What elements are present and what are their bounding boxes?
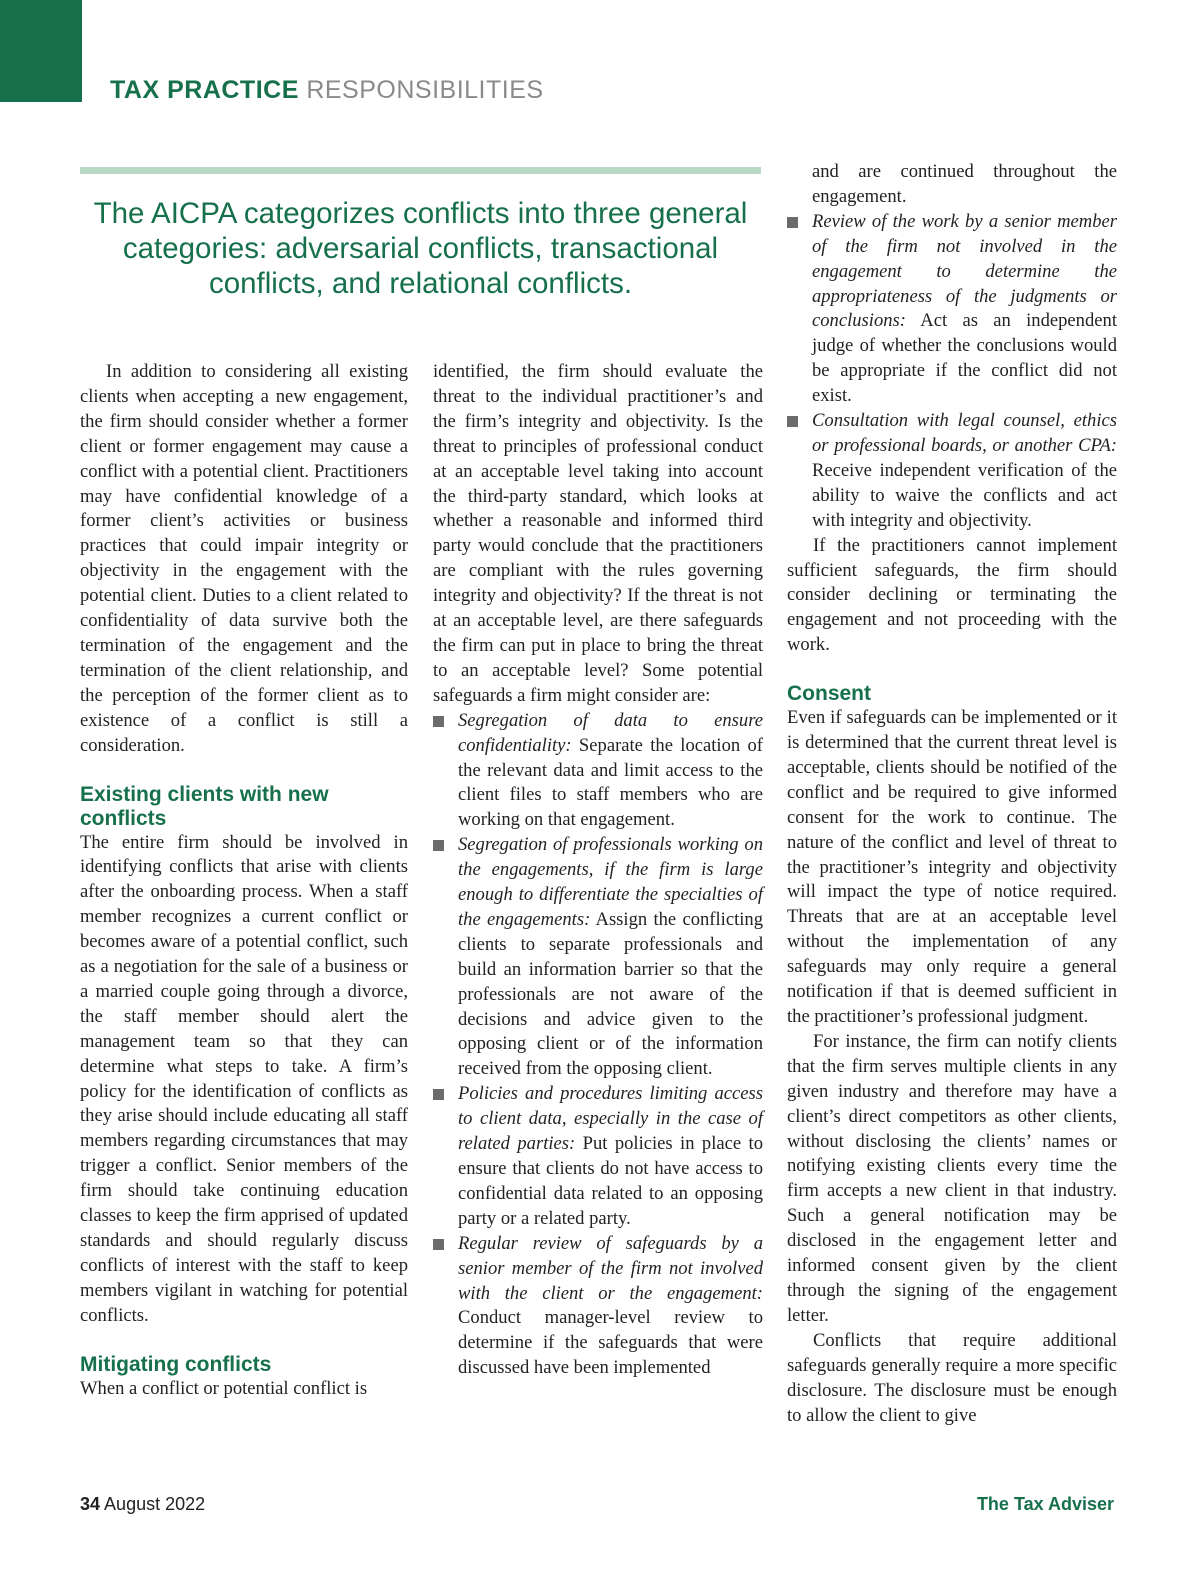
list-item: [787, 210, 1117, 409]
pull-quote-rule: [80, 167, 761, 174]
bullet-text: Put policies in place to ensure that clients do not have access to confidential data related to an opposing party or a related party.: [458, 1133, 763, 1229]
page-footer-left: [80, 1494, 205, 1515]
corner-color-block: [0, 0, 82, 102]
bullet-lead: Review of the work by a senior member of the firm not involved in the engagement to determine the appropriateness of the judgments or conclusions:: [812, 210, 1117, 332]
bullet-square-icon: [433, 1089, 444, 1100]
list-item-continuation: and are continued throughout the engagement.: [812, 161, 1117, 207]
bullet-lead: Regular review of safeguards by a senior member of the firm not involved with the client or the engagement:: [458, 1232, 763, 1304]
list-item: [433, 709, 763, 834]
bullet-text: Conduct manager-level review to determine if the safeguards that were discussed have been implemented: [458, 1307, 763, 1379]
safeguards-list: [433, 709, 763, 1381]
issue-date: August 2022: [104, 1494, 206, 1514]
consent-paragraph-3: Conflicts that require additional safeguards generally require a more specific disclosure. The disclosure must be enough to allow the client to give: [787, 1329, 1117, 1426]
list-item: [433, 1232, 763, 1381]
pull-quote: The AICPA categorizes conflicts into three general categories: adversarial conflicts, transactional conflicts, and relational conflicts.: [93, 197, 748, 300]
page-number: 34: [80, 1494, 101, 1514]
column-1: [80, 360, 408, 1402]
bullet-lead: Segregation of data to ensure confidentiality:: [458, 709, 763, 756]
after-safeguards-paragraph: If the practitioners cannot implement sufficient safeguards, the firm should consider declining or terminating the engagement and not proceeding with the work.: [787, 534, 1117, 656]
bullet-text: Act as an independent judge of whether the conclusions would be appropriate if the conflict did not exist.: [812, 310, 1117, 407]
column-2: [433, 360, 763, 1381]
bullet-square-icon: [787, 416, 798, 427]
bullet-square-icon: [433, 716, 444, 727]
intro-paragraph: In addition to considering all existing clients when accepting a new engagement, the firm should consider whether a former client or former engagement may cause a conflict with a potential client. Practitioners may have confidential knowledge of a former client’s activities or business practices that could impair integrity or objectivity in the engagement with the potential client. Duties to a client related to confidentiality of data survive both the termination of the engagement and the termination of the client relationship, and the perception of the former client as to existence of a conflict is still a consideration.: [80, 361, 408, 756]
bullet-text: Separate the location of the relevant data and limit access to the client files to staff members who are working on that engagement.: [458, 734, 763, 831]
column-3: [787, 160, 1117, 1428]
list-item: [433, 833, 763, 1082]
heading-mitigating-conflicts: Mitigating conflicts: [80, 1352, 272, 1376]
heading-existing-clients: Existing clients with new conflicts: [80, 782, 329, 830]
bullet-square-icon: [433, 1239, 444, 1250]
consent-paragraph-1: Even if safeguards can be implemented or it is determined that the current threat level is acceptable, clients should be notified of the conflict and be required to give informed consent for the work to continue. The nature of the conflict and level of threat to the practitioner’s integrity and objectivity will impact the type of notice required. Threats that are at an acceptable level without the implementation of any safeguards may only require a general notification if that is deemed sufficient in the practitioner’s professional judgment.: [787, 707, 1117, 1027]
section-header-bold: TAX PRACTICE: [110, 76, 299, 104]
mitigating-paragraph-cont: identified, the firm should evaluate the threat to the individual practitioner’s and the firm’s integrity and objectivity. Is the threat to principles of professional conduct at an acceptable level taking into account the third-party standard, which looks at whether a reasonable and informed third party would conclude that the practitioners are compliant with the rules governing integrity and objectivity? If the threat is not at an acceptable level, are there safeguards the firm can put in place to bring the threat to an acceptable level? Some potential safeguards a firm might consider are:: [433, 361, 763, 706]
bullet-lead: Policies and procedures limiting access to client data, especially in the case of related parties:: [458, 1083, 763, 1155]
bullet-lead: Segregation of professionals working on the engagements, if the firm is large enough to differentiate the specialties of the engagements:: [458, 834, 763, 930]
section-header: [110, 76, 544, 105]
bullet-text: Receive independent verification of the ability to waive the conflicts and act with integrity and objectivity.: [812, 459, 1117, 531]
list-item: [433, 1082, 763, 1231]
bullet-square-icon: [433, 840, 444, 851]
consent-paragraph-2: For instance, the firm can notify clients that the firm serves multiple clients in any given industry and therefore may have a client’s direct competitors as other clients, without disclosing the clients’ names or notifying existing clients every time the firm accepts a new client in that industry. Such a general notification may be disclosed in the engagement letter and informed consent given by the client through the signing of the engagement letter.: [787, 1030, 1117, 1326]
bullet-square-icon: [787, 217, 798, 228]
list-item: [787, 409, 1117, 534]
bullet-lead: Consultation with legal counsel, ethics or professional boards, or another CPA:: [812, 410, 1117, 456]
bullet-text: Assign the conflicting clients to separate professionals and build an information barrier so that the professionals are not aware of the decisions and advice given to the opposing client or of the information received from the opposing client.: [458, 908, 763, 1080]
publication-name: The Tax Adviser: [976, 1494, 1114, 1514]
heading-consent: Consent: [787, 682, 871, 706]
existing-clients-paragraph: The entire firm should be involved in identifying conflicts that arise with clients after the onboarding process. When a staff member recognizes a current conflict or becomes aware of a potential conflict, such as a negotiation for the sale of a business or a married couple going through a divorce, the staff member should alert the management team so that they can determine what steps to take. A firm’s policy for the identification of conflicts as they arise should include educating all staff members regarding circumstances that may trigger a conflict. Senior members of the firm should take continuing education classes to keep the firm apprised of updated standards and should regularly discuss conflicts of interest with the staff to keep members vigilant in watching for potential conflicts.: [80, 831, 408, 1326]
mitigating-paragraph-start: When a conflict or potential conflict is: [80, 1377, 368, 1399]
section-header-light: RESPONSIBILITIES: [306, 76, 544, 104]
safeguards-list-cont: [787, 160, 1117, 534]
